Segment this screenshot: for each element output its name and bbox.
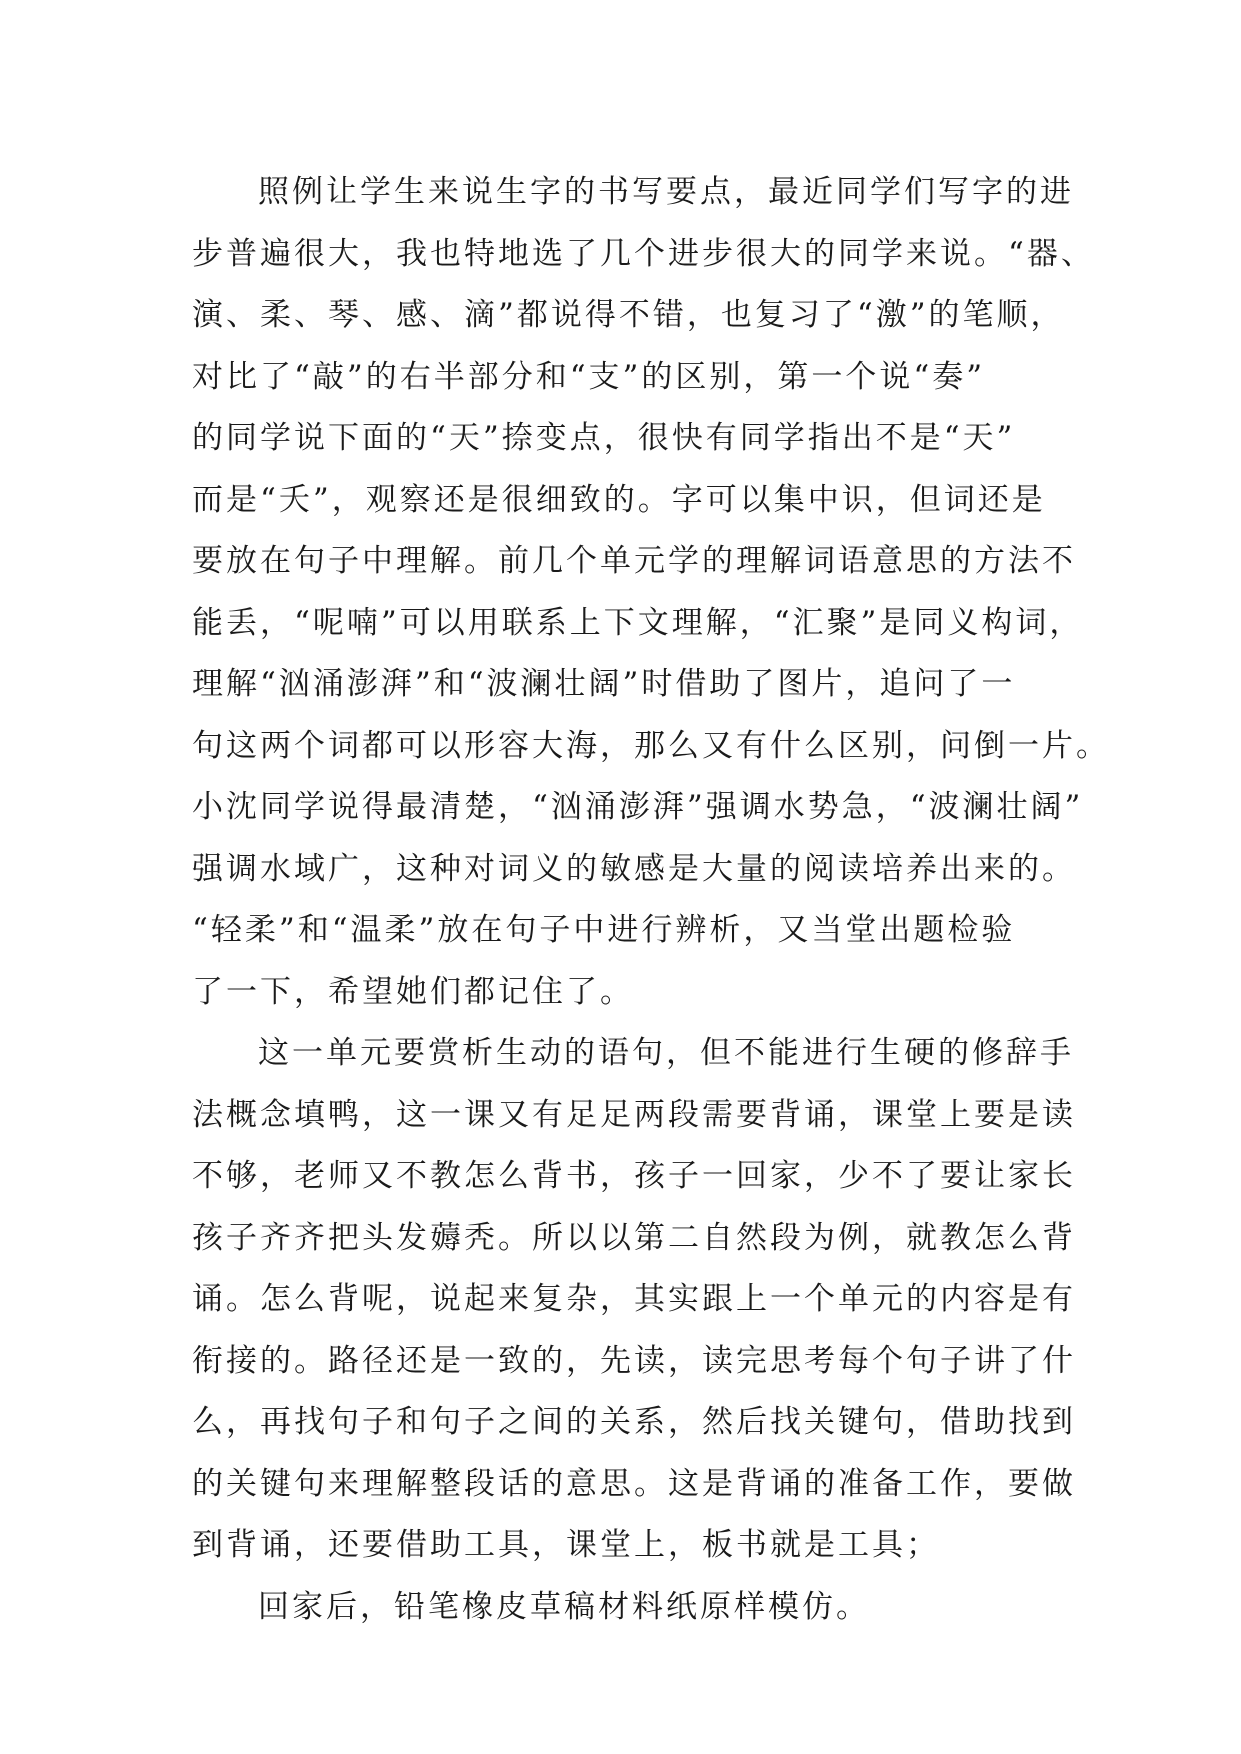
text-line: 回家后，铅笔橡皮草稿材料纸原样模仿。 xyxy=(258,1588,870,1625)
text-line: 这一单元要赏析生动的语句，但不能进行生硬的修辞手 xyxy=(258,1035,1074,1071)
text-line: “轻柔”和“温柔”放在句子中进行辨析，又当堂出题检验 xyxy=(192,912,1016,948)
text-line: 的关键句来理解整段话的意思。这是背诵的准备工作，要做 xyxy=(192,1465,1076,1502)
text-line: 强调水域广，这种对词义的敏感是大量的阅读培养出来的。 xyxy=(192,850,1076,887)
text-line: 不够，老师又不教怎么背书，孩子一回家，少不了要让家长 xyxy=(192,1158,1076,1194)
text-line: 演、柔、琴、感、滴”都说得不错，也复习了“激”的笔顺， xyxy=(192,297,1065,333)
text-line: 照例让学生来说生字的书写要点，最近同学们写字的进 xyxy=(258,174,1074,210)
text-line: 对比了“敲”的右半部分和“支”的区别，第一个说“奏” xyxy=(192,358,986,395)
text-line: 诵。怎么背呢，说起来复杂，其实跟上一个单元的内容是有 xyxy=(192,1281,1076,1317)
text-line: 到背诵，还要借助工具，课堂上，板书就是工具； xyxy=(192,1527,940,1563)
text-line: 理解“汹涌澎湃”和“波澜壮阔”时借助了图片，追问了一 xyxy=(192,666,1016,702)
text-line: 要放在句子中理解。前几个单元学的理解词语意思的方法不 xyxy=(192,543,1076,579)
text-line: 句这两个词都可以形容大海，那么又有什么区别，问倒一片。 xyxy=(192,727,1110,764)
paragraph-2 xyxy=(192,1023,1076,1577)
text-line: 而是“夭”，观察还是很细致的。字可以集中识，但词还是 xyxy=(192,481,1046,518)
text-line: 能丢，“呢喃”可以用联系上下文理解，“汇聚”是同义构词， xyxy=(192,604,1084,641)
text-line: 法概念填鸭，这一课又有足足两段需要背诵，课堂上要是读 xyxy=(192,1096,1076,1133)
paragraph-3 xyxy=(192,1577,1072,1639)
text-line: 小沈同学说得最清楚，“汹涌澎湃”强调水势急，“波澜壮阔” xyxy=(192,789,1084,825)
paragraph-1 xyxy=(192,162,1110,1023)
text-line: 孩子齐齐把头发薅秃。所以以第二自然段为例，就教怎么背 xyxy=(192,1219,1076,1256)
text-line: 衔接的。路径还是一致的，先读，读完思考每个句子讲了什 xyxy=(192,1342,1076,1379)
text-line: 么，再找句子和句子之间的关系，然后找关键句，借助找到 xyxy=(192,1404,1076,1440)
document-body xyxy=(192,162,1110,1638)
text-line: 了一下，希望她们都记住了。 xyxy=(192,973,634,1010)
text-line: 的同学说下面的“天”捺变点，很快有同学指出不是“天” xyxy=(192,420,1016,456)
text-line: 步普遍很大，我也特地选了几个进步很大的同学来说。“器、 xyxy=(192,235,1095,272)
